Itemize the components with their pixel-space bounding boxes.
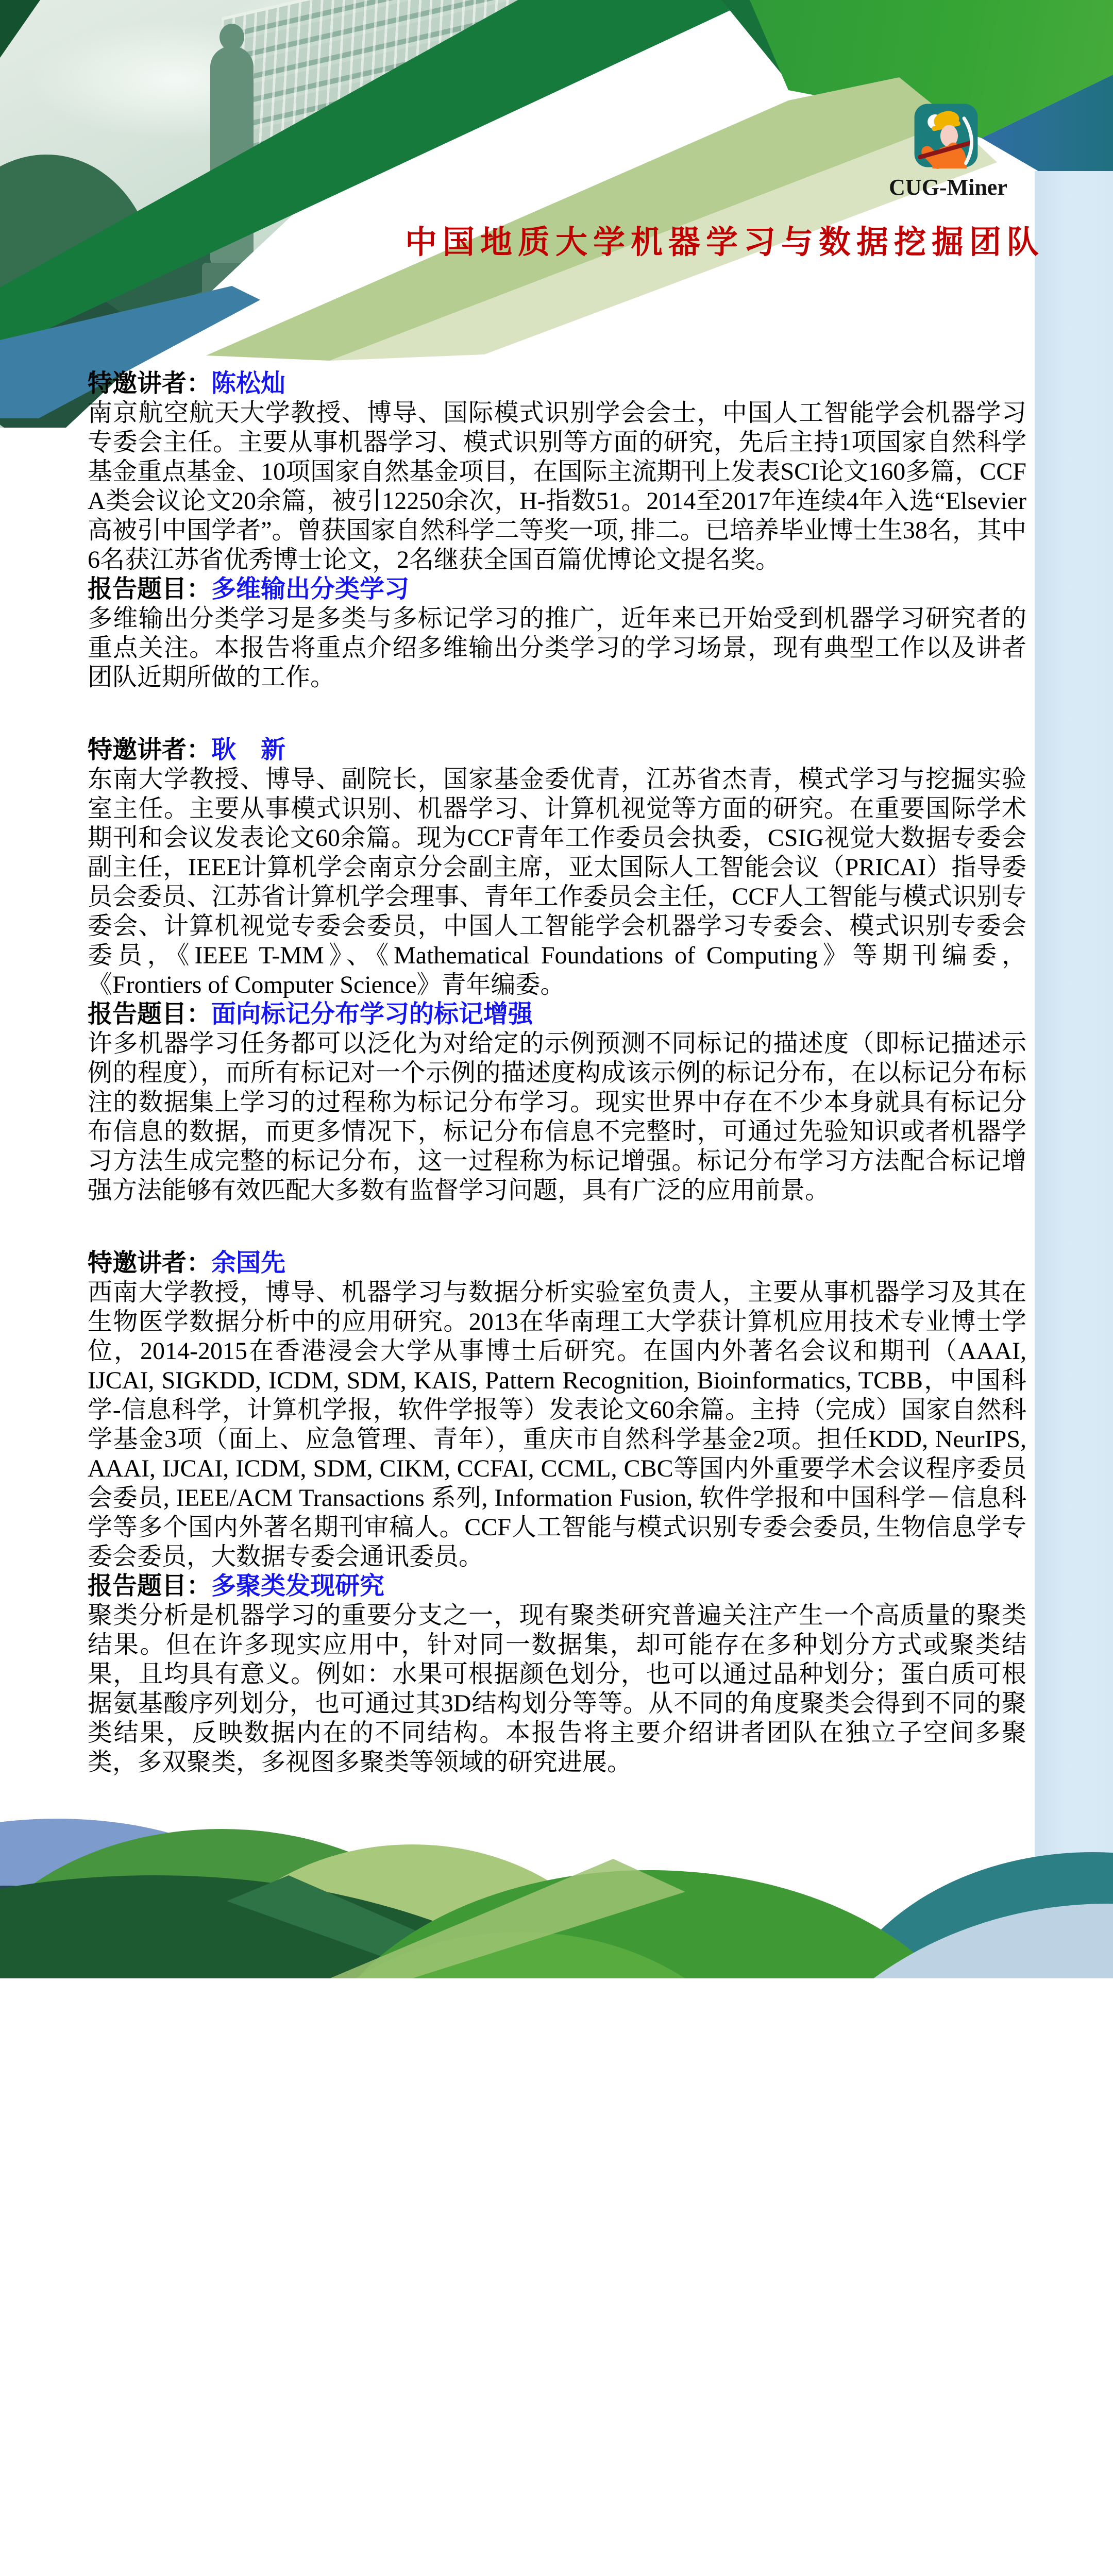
speaker-name: 耿 新 bbox=[211, 736, 286, 764]
speaker-heading bbox=[88, 1248, 1026, 1278]
speaker-label: 特邀讲者： bbox=[88, 1249, 212, 1277]
speaker-section bbox=[88, 1248, 1026, 1777]
talk-title: 多维输出分类学习 bbox=[211, 575, 410, 603]
header-banner bbox=[0, 0, 1113, 433]
talk-heading bbox=[88, 999, 1026, 1029]
talk-label: 报告题目： bbox=[88, 575, 212, 603]
talk-title: 多聚类发现研究 bbox=[211, 1572, 385, 1600]
speaker-bio: 西南大学教授，博导、机器学习与数据分析实验室负责人，主要从事机器学习及其在生物医学数据分析中的应用研究。2013在华南理工大学获计算机应用技术专业博士学位，2014-2015在香港浸会大学从事博士后研究。在国内外著名会议和期刊（AAAI, IJCAI, SIGKDD, ICDM, SDM, KAIS, Pattern Recognition, Bioinformatics, TCBB，中国科学-信息科学，计算机学报，软件学报等）发表论文60余篇。主持（完成）国家自然科学基金3项（面上、应急管理、青年），重庆市自然科学基金2项。担任KDD, NeurIPS, AAAI, IJCAI, ICDM, SDM, CIKM, CCFAI, CCML, CBC等国内外重要学术会议程序委员会委员, IEEE/ACM Transactions 系列, Information Fusion, 软件学报和中国科学－信息科学等多个国内外著名期刊审稿人。CCF人工智能与模式识别专委会委员, 生物信息学专委会委员，大数据专委会通讯委员。 bbox=[88, 1279, 1026, 1570]
speaker-section bbox=[88, 735, 1026, 1205]
talk-title: 面向标记分布学习的标记增强 bbox=[211, 1001, 533, 1028]
talk-abstract: 许多机器学习任务都可以泛化为对给定的示例预测不同标记的描述度（即标记描述示例的程度），而所有标记对一个示例的描述度构成该示例的标记分布，在以标记分布标注的数据集上学习的过程称为标记分布学习。现实世界中存在不少本身就具有标记分布信息的数据，而更多情况下，标记分布信息不完整时，可通过先验知识或者机器学习方法生成完整的标记分布，这一过程称为标记增强。标记分布学习方法配合标记增强方法能够有效匹配大多数有监督学习问题，具有广泛的应用前景。 bbox=[88, 1030, 1026, 1204]
speaker-section bbox=[88, 369, 1026, 692]
footer-banner bbox=[0, 1772, 1113, 1978]
speaker-bio: 东南大学教授、博导、副院长，国家基金委优青，江苏省杰青，模式学习与挖掘实验室主任。主要从事模式识别、机器学习、计算机视觉等方面的研究。在重要国际学术期刊和会议发表论文60余篇。现为CCF青年工作委员会执委，CSIG视觉大数据专委会副主任，IEEE计算机学会南京分会副主席，亚太国际人工智能会议（PRICAI）指导委员会委员、江苏省计算机学会理事、青年工作委员会主任，CCF人工智能与模式识别专委会、计算机视觉专委会委员，中国人工智能学会机器学习专委会、模式识别专委会委员，《IEEE T-MM》、《Mathematical Foundations of Computing》等期刊编委，《Frontiers of Computer Science》青年编委。 bbox=[88, 766, 1026, 998]
speaker-name: 余国先 bbox=[211, 1249, 286, 1277]
speaker-heading bbox=[88, 369, 1026, 398]
talk-abstract: 聚类分析是机器学习的重要分支之一，现有聚类研究普遍关注产生一个高质量的聚类结果。但在许多现实应用中，针对同一数据集，却可能存在多种划分方式或聚类结果，且均具有意义。例如：水果可根据颜色划分，也可以通过品种划分；蛋白质可根据氨基酸序列划分，也可通过其3D结构划分等等。从不同的角度聚类会得到不同的聚类结果，反映数据内在的不同结构。本报告将主要介绍讲者团队在独立子空间多聚类，多双聚类，多视图多聚类等领域的研究进展。 bbox=[88, 1602, 1026, 1776]
speaker-name: 陈松灿 bbox=[211, 370, 286, 397]
speaker-heading bbox=[88, 735, 1026, 765]
speaker-bio: 南京航空航天大学教授、博导、国际模式识别学会会士，中国人工智能学会机器学习专委会主任。主要从事机器学习、模式识别等方面的研究，先后主持1项国家自然科学基金重点基金、10项国家自然基金项目，在国际主流期刊上发表SCI论文160多篇，CCF A类会议论文20余篇，被引12250余次，H-指数51。2014至2017年连续4年入选“Elsevier高被引中国学者”。曾获国家自然科学二等奖一项, 排二。已培养毕业博士生38名，其中6名获江苏省优秀博士论文，2名继获全国百篇优博论文提名奖。 bbox=[88, 399, 1026, 573]
speaker-sections bbox=[88, 369, 1026, 1777]
talk-label: 报告题目： bbox=[88, 1572, 212, 1600]
speaker-label: 特邀讲者： bbox=[88, 370, 212, 397]
talk-label: 报告题目： bbox=[88, 1001, 212, 1028]
talk-abstract: 多维输出分类学习是多类与多标记学习的推广，近年来已开始受到机器学习研究者的重点关注。本报告将重点介绍多维输出分类学习的学习场景，现有典型工作以及讲者团队近期所做的工作。 bbox=[88, 605, 1026, 691]
talk-heading bbox=[88, 574, 1026, 604]
talk-heading bbox=[88, 1571, 1026, 1601]
speaker-label: 特邀讲者： bbox=[88, 736, 212, 764]
badge-label: CUG-Miner bbox=[889, 175, 1007, 200]
footer-waves bbox=[0, 1772, 1113, 1978]
miner-pickaxe-icon bbox=[913, 101, 979, 170]
page-title: 中国地质大学机器学习与数据挖掘团队 bbox=[405, 225, 1045, 260]
